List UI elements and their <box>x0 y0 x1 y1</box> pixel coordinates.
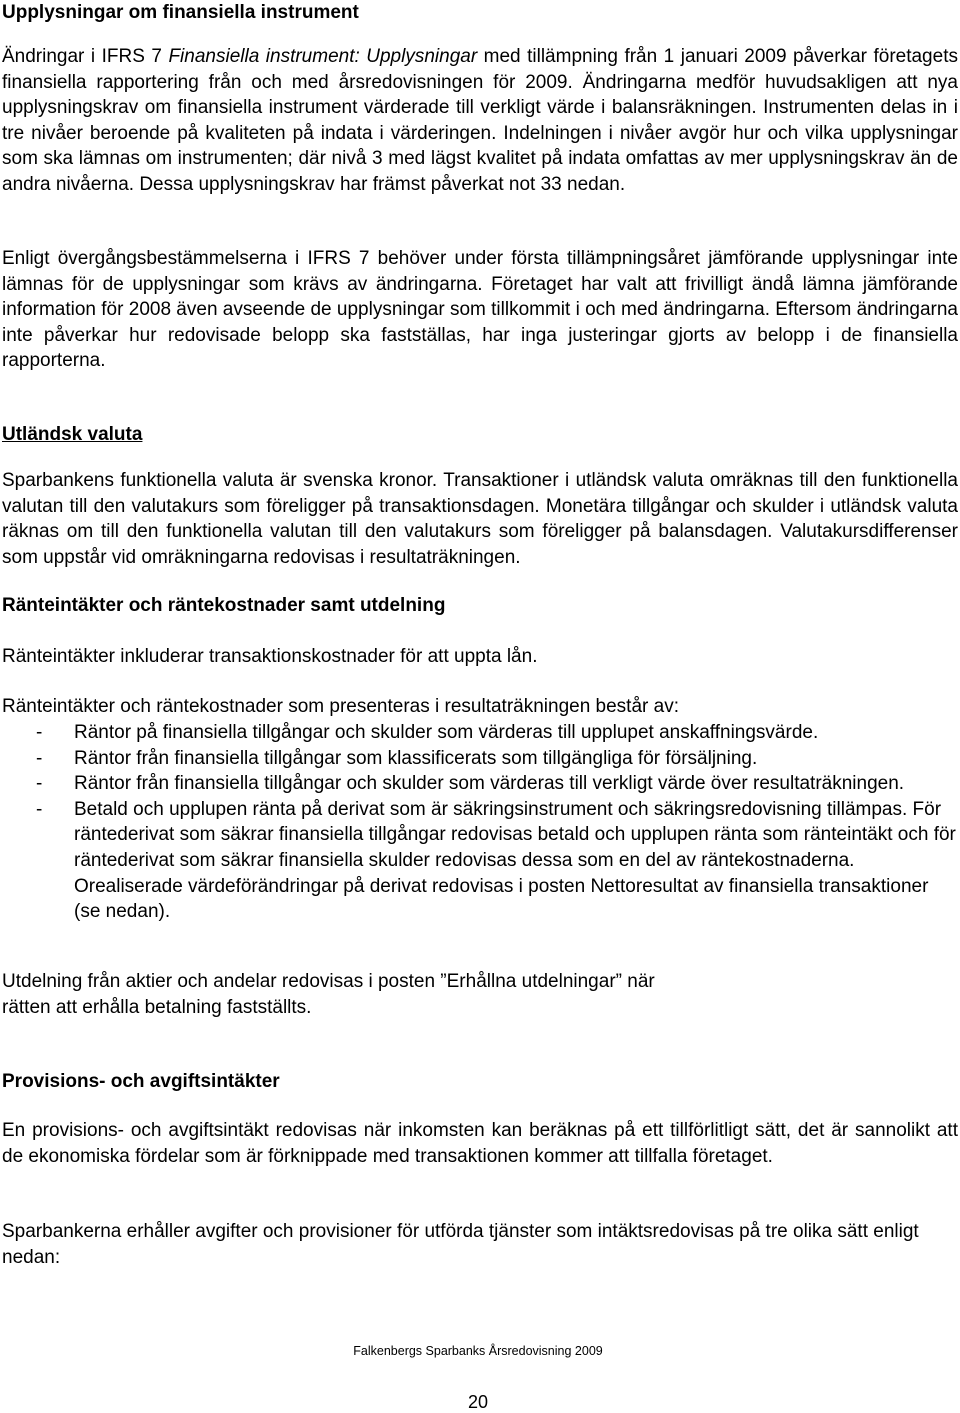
paragraph-ifrs7-changes <box>2 44 958 198</box>
list-dash: - <box>36 798 43 820</box>
ifrs7-intro-text: Ändringar i IFRS 7 <box>2 46 169 67</box>
section-heading-interest-income: Ränteintäkter och räntekostnader samt utdelning <box>2 595 446 616</box>
ifrs7-body-text: med tillämpning från 1 januari 2009 påverkar företagets finansiella rapportering från och med årsredovisningen för 2009. Ändringarna medför huvudsakligen att nya upplysningskrav om finansiella instrument värderade till verkligt värde i balansräkningen. Instrumenten delas in i tre nivåer beroende på kvaliteten på indata i värderingen. Indelningen i nivåer avgör hur och vilka upplysningar som ska lämnas om instrumenten; där nivå 3 med lägst kvalitet på indata omfattas av mer upplysningskrav än de andra nivåerna. Dessa upplysningskrav har främst påverkat not 33 nedan. <box>2 46 958 195</box>
paragraph-fee-recognition: En provisions- och avgiftsintäkt redovisas när inkomsten kan beräknas på ett tillförlitligt sätt, det är sannolikt att de ekonomiska fördelar som är förknippade med transaktionen kommer att tillfalla företaget. <box>2 1120 958 1167</box>
paragraph-dividends: Utdelning från aktier och andelar redovisas i posten ”Erhållna utdelningar” när rätten att erhålla betalning fastställts. <box>2 971 655 1018</box>
section-heading-financial-instruments: Upplysningar om finansiella instrument <box>2 2 359 23</box>
section-heading-foreign-currency: Utländsk valuta <box>2 424 143 445</box>
list-item <box>2 746 958 772</box>
page-number: 20 <box>467 1392 489 1412</box>
ifrs7-italic-title: Finansiella instrument: Upplysningar <box>168 46 478 67</box>
paragraph-fee-methods: Sparbankerna erhåller avgifter och provisioner för utförda tjänster som intäktsredovisas på tre olika sätt enligt nedan: <box>2 1221 919 1268</box>
list-dash: - <box>36 773 43 795</box>
list-item <box>2 771 958 797</box>
paragraph-foreign-currency: Sparbankens funktionella valuta är svenska kronor. Transaktioner i utländsk valuta omräknas till den funktionella valutan till den valutakurs som föreligger på transaktionsdagen. Monetära tillgångar och skulder i utländsk valuta räknas om till den funktionella valutan till den valutakurs som föreligger på balansdagen. Valutakursdifferenser som uppstår vid omräkningarna redovisas i resultaträkningen. <box>2 470 958 568</box>
paragraph-transition-rules: Enligt övergångsbestämmelserna i IFRS 7 behöver under första tillämpningsåret jämförande upplysningar inte lämnas för de upplysningar som krävs av ändringarna. Företaget har valt att frivilligt ändå lämna jämförande information för 2008 även avseende de upplysningar som tillkommit i och med ändringarna. Eftersom ändringarna inte påverkar hur redovisade belopp ska fastställas, har inga justeringar gjorts av belopp i de finansiella rapporterna. <box>2 248 958 372</box>
list-item <box>2 797 958 925</box>
section-heading-fee-income: Provisions- och avgiftsintäkter <box>2 1071 280 1092</box>
list-dash: - <box>36 747 43 769</box>
list-item-text: Räntor på finansiella tillgångar och skulder som värderas till upplupet anskaffningsvärde. <box>74 722 819 743</box>
paragraph-interest-transaction-costs: Ränteintäkter inkluderar transaktionskostnader för att uppta lån. <box>2 646 538 667</box>
list-item-text: Betald och upplupen ränta på derivat som är säkringsinstrument och säkringsredovisning tillämpas. För räntederivat som säkrar finansiella tillgångar redovisas betald och upplupen ränta som ränteintäkt och för räntederivat som säkrar finansiella skulder redovisas dessa som en del av räntekostnaderna. Orealiserade värdeförändringar på derivat redovisas i posten Nettoresultat av finansiella transaktioner (se nedan). <box>74 798 956 923</box>
list-item-text: Räntor från finansiella tillgångar och skulder som värderas till verkligt värde över resultaträkningen. <box>74 773 905 795</box>
list-dash: - <box>36 722 43 743</box>
list-item-text: Räntor från finansiella tillgångar som klassificerats som tillgängliga för försäljning. <box>74 747 758 769</box>
interest-components-list <box>2 720 958 925</box>
paragraph-interest-components-intro: Ränteintäkter och räntekostnader som presenteras i resultaträkningen består av: <box>2 696 679 717</box>
page-footer: Falkenbergs Sparbanks Årsredovisning 2009 <box>353 1344 603 1358</box>
list-item <box>2 720 958 746</box>
